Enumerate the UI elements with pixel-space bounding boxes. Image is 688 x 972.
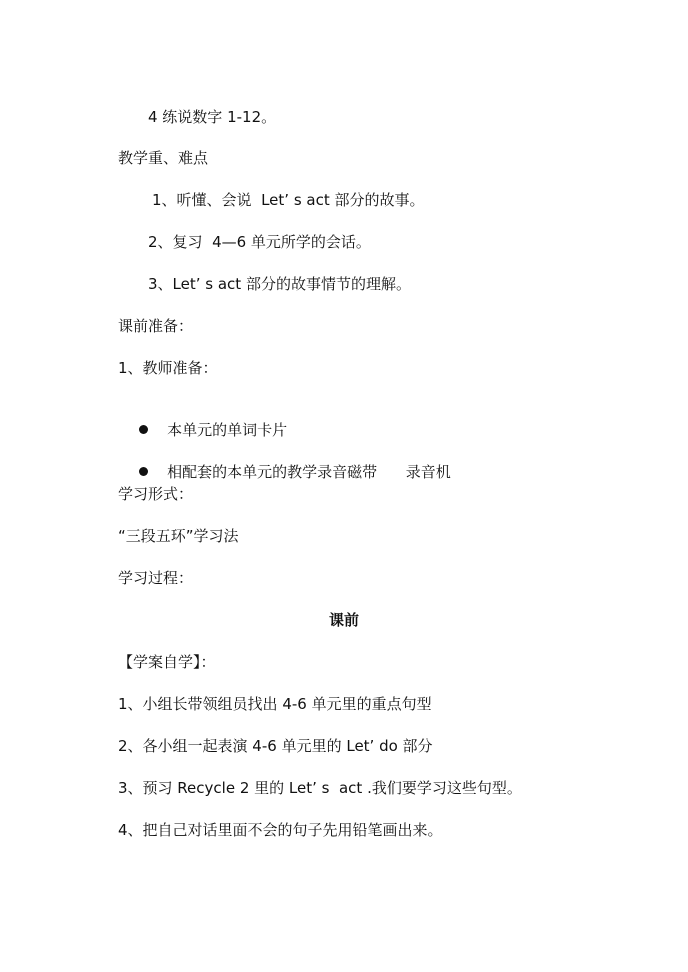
learning-form-heading: 学习形式： [118,485,194,503]
preparation-heading: 课前准备： [118,317,194,335]
learning-method: “三段五环”学习法 [118,527,239,545]
teacher-preparation: 1、教师准备： [118,359,218,377]
self-study-item-1: 1、小组长带领组员找出 4-6 单元里的重点句型 [118,695,432,713]
bullet-text: 本单元的单词卡片 [167,421,288,439]
key-point-3: 3、Let’ s act 部分的故事情节的理解。 [148,275,411,293]
key-points-heading: 教学重、难点 [118,149,209,167]
key-point-2: 2、复习 4—6 单元所学的会话。 [148,233,371,251]
self-study-item-2: 2、各小组一起表演 4-6 单元里的 Let’ do 部分 [118,737,433,755]
objective-line-4: 4 练说数字 1-12。 [148,108,277,126]
key-point-1: 1、听懂、会说 Let’ s act 部分的故事。 [152,191,425,209]
self-study-item-4: 4、把自己对话里面不会的句子先用铅笔画出来。 [118,821,443,839]
bullet-icon [137,462,167,482]
bullet-text: 相配套的本单元的教学录音磁带 录音机 [167,463,451,481]
self-study-item-3: 3、预习 Recycle 2 里的 Let’ s act .我们要学习这些句型。 [118,779,522,797]
section-heading-before-class: 课前 [328,611,359,629]
bullet-icon [137,420,167,440]
learning-process-heading: 学习过程： [118,569,194,587]
self-study-title: 【学案自学】： [118,653,216,671]
